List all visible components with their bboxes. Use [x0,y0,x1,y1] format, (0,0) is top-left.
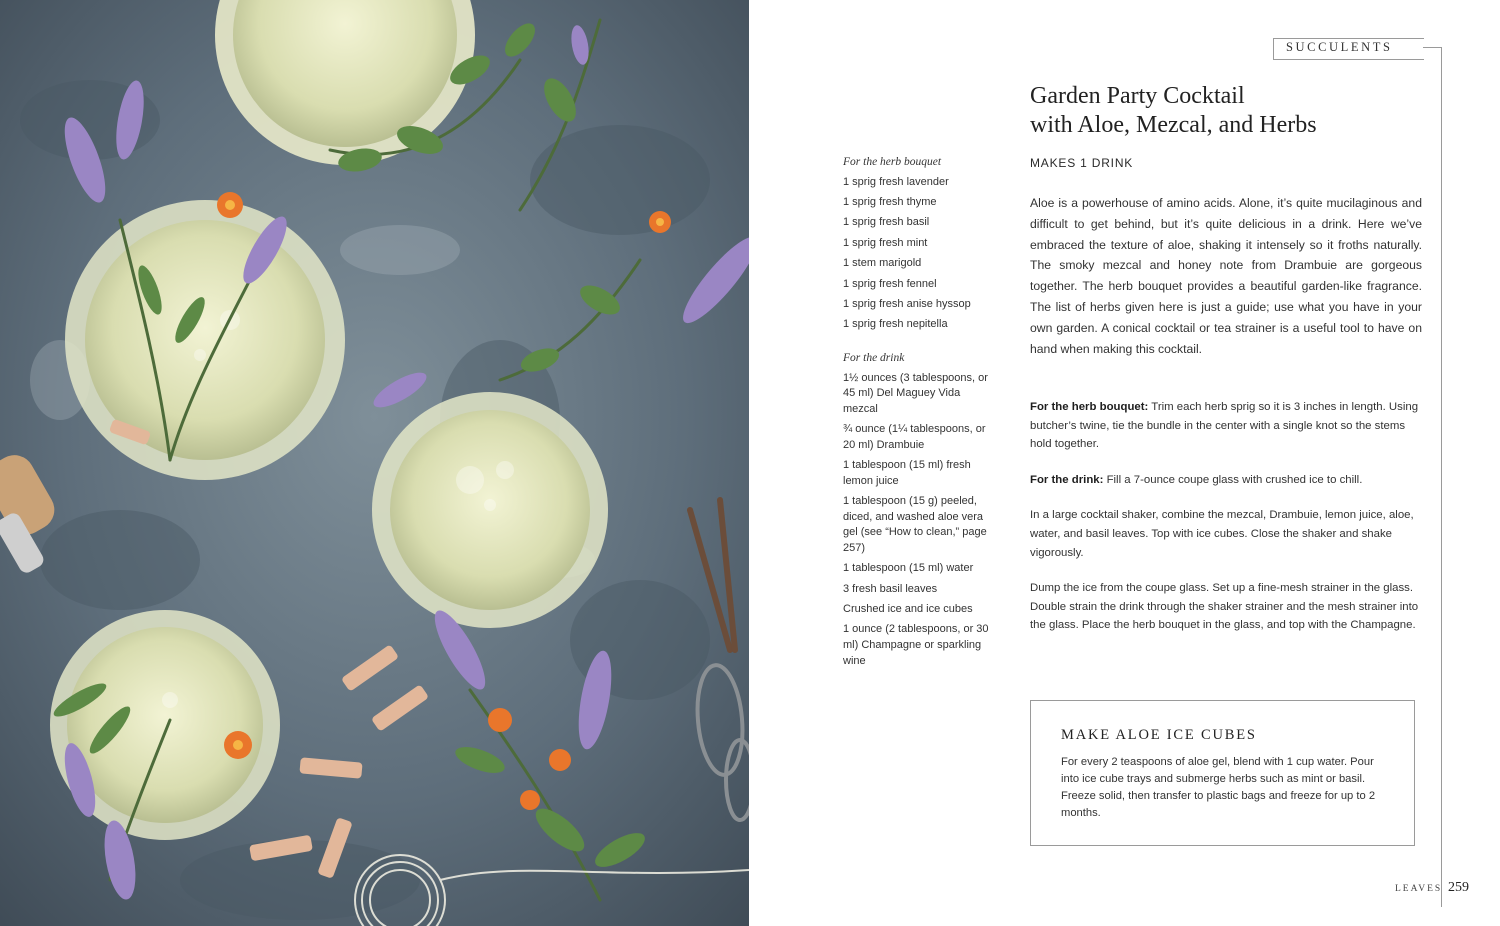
recipe-intro: Aloe is a powerhouse of amino acids. Alone, it’s quite mucilaginous and difficult to get behind, but it’s quite delicious in a drink. Here we’ve embraced the texture of aloe, shaking it intensely so it froths naturally. The smoky mezcal and honey note from Drambuie are gorgeous together. The herb bouquet provides a beautiful garden-like fragrance. The list of herbs given here is just a guide; use what you have in your own garden. A conical cocktail or tea strainer is a useful tool to have on hand when making this cocktail. [1030,196,1422,356]
margin-rule-tick [1423,47,1442,48]
method-step-label: For the drink: [1030,473,1104,486]
footer-chapter-label: LEAVES [1395,884,1443,894]
cocktail-photo-illustration [0,0,749,926]
method-step-label: For the herb bouquet: [1030,401,1149,413]
ingredient-item: ¾ ounce (1¼ tablespoons, or 20 ml) Drambuie [843,423,986,451]
ingredient-item: 3 fresh basil leaves [843,582,938,595]
ingredient-item: 1 ounce (2 tablespoons, or 30 ml) Champagne or sparkling wine [843,623,989,667]
ingredient-item: 1 tablespoon (15 g) peeled, diced, and washed aloe vera gel (see “How to clean,” page 257) [843,495,987,554]
ingredients-list-drink [843,371,993,670]
ingredient-item: Crushed ice and ice cubes [843,603,973,616]
method-step-text: Fill a 7-ounce coupe glass with crushed ice to chill. [1103,473,1363,486]
coupe-glass-left [65,200,345,480]
tip-box [1030,700,1415,846]
method-step-text: Trim each herb sprig so it is 3 inches in length. Using butcher’s twine, tie the bundle in the center with a single knot so the stems hold together. [1030,401,1419,451]
ingredient-item: 1 sprig fresh lavender [843,175,949,188]
ingredient-item: 1 stem marigold [843,257,922,270]
recipe-yield: MAKES 1 DRINK [1030,156,1134,170]
recipe-title [1030,82,1390,140]
tip-box-text: For every 2 teaspoons of aloe gel, blend with 1 cup water. Pour into ice cube trays and submerge herbs such as mint or basil. Freeze solid, then transfer to plastic bags and freeze for up to 2 months. [1061,756,1376,819]
method-step-drink [1030,471,1422,490]
ingredient-item: 1 sprig fresh thyme [843,195,937,208]
ingredient-item: 1 tablespoon (15 ml) fresh lemon juice [843,459,971,487]
method-step-bouquet [1030,398,1422,454]
method-step-strain: Dump the ice from the coupe glass. Set up a fine-mesh strainer in the glass. Double strain the drink through the shaker strainer and the mesh strainer into the glass. Place the herb bouquet in the glass, and top with the Champagne. [1030,582,1419,632]
ingredient-item: 1½ ounces (3 tablespoons, or 45 ml) Del Maguey Vida mezcal [843,371,988,415]
ingredients-heading-drink: For the drink [843,351,905,364]
margin-rule [1441,47,1442,907]
ingredient-item: 1 sprig fresh mint [843,236,928,249]
method-section [1030,398,1422,652]
recipe-title-line-1: Garden Party Cocktail [1030,83,1245,109]
ingredients-heading-bouquet: For the herb bouquet [843,156,942,168]
ingredient-item: 1 sprig fresh anise hyssop [843,297,971,310]
ingredient-item: 1 tablespoon (15 ml) water [843,562,974,575]
recipe-title-line-2: with Aloe, Mezcal, and Herbs [1030,112,1317,138]
page-number: 259 [1448,880,1469,895]
cocktail-photo [0,0,749,926]
ingredients-column [843,155,993,674]
ingredient-item: 1 sprig fresh nepitella [843,318,948,331]
ingredient-item: 1 sprig fresh basil [843,216,930,229]
method-step-shake: In a large cocktail shaker, combine the mezcal, Drambuie, lemon juice, aloe, water, and basil leaves. Top with ice cubes. Close the shaker and shake vigorously. [1030,509,1414,559]
section-label: SUCCULENTS [1286,40,1393,54]
tip-box-title: MAKE ALOE ICE CUBES [1061,727,1257,743]
ingredient-item: 1 sprig fresh fennel [843,277,937,290]
ingredients-list-bouquet [843,175,993,333]
